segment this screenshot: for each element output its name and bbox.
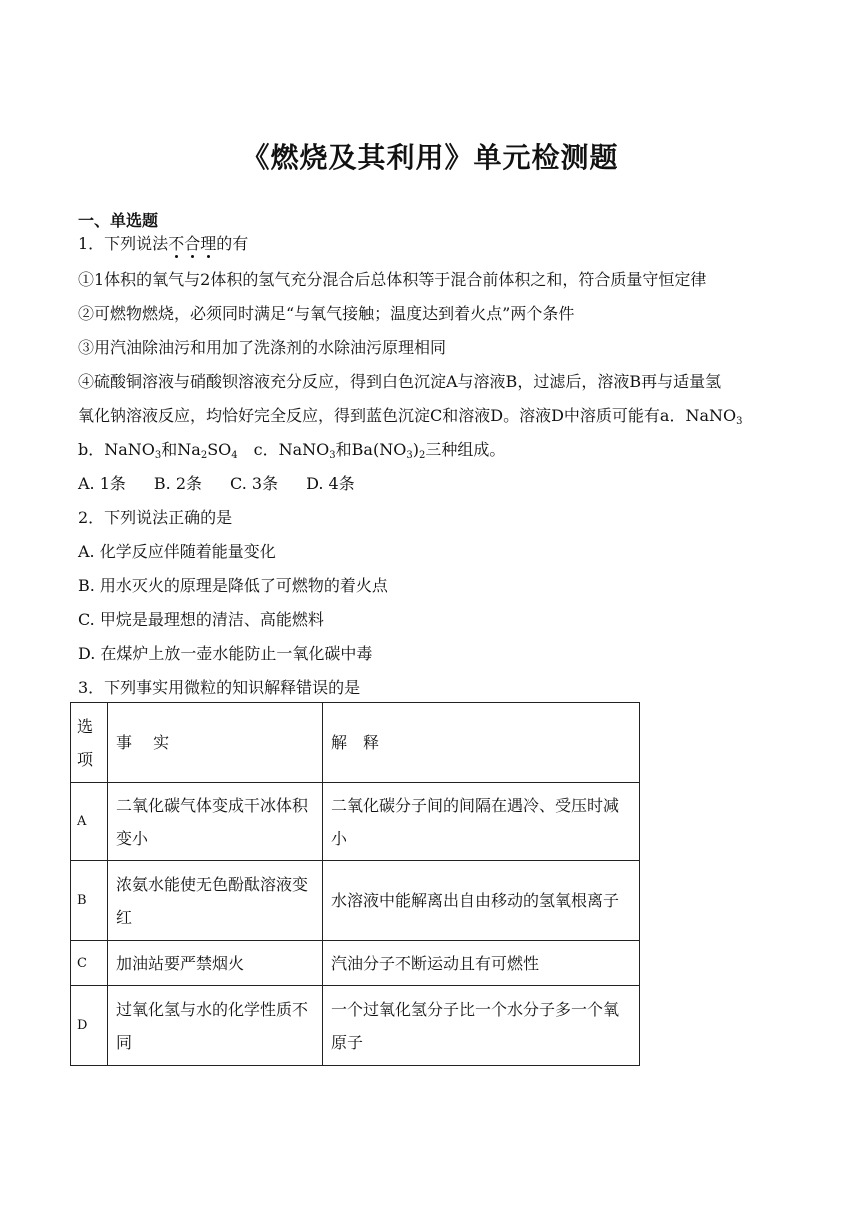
option-c[interactable]: C. 甲烷是最理想的清洁、高能燃料 bbox=[78, 610, 324, 629]
table-cell: 水溶液中能解离出自由移动的氢氧根离子 bbox=[323, 861, 640, 941]
q1-statement-4-line-1: ④硫酸铜溶液与硝酸钡溶液充分反应，得到白色沉淀A与溶液B，过滤后，溶液B再与适量氢 bbox=[78, 372, 722, 391]
table-row bbox=[71, 941, 640, 986]
emphasis-dot-char: 合 bbox=[184, 234, 201, 253]
table-cell: B bbox=[71, 861, 108, 941]
table-row bbox=[71, 861, 640, 941]
q1-statement-3: ③用汽油除油污和用加了洗涤剂的水除油污原理相同 bbox=[78, 338, 447, 357]
table-cell: 一个过氧化氢分子比一个水分子多一个氧原子 bbox=[323, 986, 640, 1066]
table-row bbox=[71, 783, 640, 861]
option-a[interactable]: A. 化学反应伴随着能量变化 bbox=[78, 542, 276, 561]
emphasis-dot-char: 不 bbox=[168, 234, 185, 253]
page-title: 《燃烧及其利用》单元检测题 bbox=[241, 141, 619, 174]
q1-options bbox=[78, 474, 383, 494]
q1-stem-post: 的有 bbox=[216, 234, 249, 253]
header-cell: 事 实 bbox=[108, 703, 323, 783]
question-1-stem bbox=[78, 234, 248, 254]
option-a[interactable]: A. 1条 bbox=[78, 474, 126, 493]
table-cell: C bbox=[71, 941, 108, 986]
section-heading: 一、单选题 bbox=[78, 211, 159, 230]
table-cell: 二氧化碳分子间的间隔在遇冷、受压时减小 bbox=[323, 783, 640, 861]
option-d[interactable]: D. 4条 bbox=[306, 474, 355, 493]
q1-stem-pre: 1．下列说法 bbox=[78, 234, 169, 253]
table-cell: 过氧化氢与水的化学性质不同 bbox=[108, 986, 323, 1066]
header-cell: 选项 bbox=[71, 703, 108, 783]
option-d[interactable]: D. 在煤炉上放一壶水能防止一氧化碳中毒 bbox=[78, 644, 373, 663]
table-cell: 汽油分子不断运动且有可燃性 bbox=[323, 941, 640, 986]
table-cell: 加油站要严禁烟火 bbox=[108, 941, 323, 986]
q1-statement-4-line-2: 氧化钠溶液反应，均恰好完全反应，得到蓝色沉淀C和溶液D。溶液D中溶质可能有a．NaNO$_3$ bbox=[78, 406, 743, 427]
option-b[interactable]: B. 用水灭火的原理是降低了可燃物的着火点 bbox=[78, 576, 388, 595]
table-cell: 浓氨水能使无色酚酞溶液变红 bbox=[108, 861, 323, 941]
table-cell: D bbox=[71, 986, 108, 1066]
q3-table bbox=[70, 702, 640, 1066]
table-row bbox=[71, 986, 640, 1066]
table-header-row bbox=[71, 703, 640, 783]
table-cell: A bbox=[71, 783, 108, 861]
q1-statement-4-line-3: b．NaNO$_3$和$Na_2SO_4$ c．NaNO$_3$和$Ba(NO_3)_2$三种组成。 bbox=[78, 440, 506, 461]
q1-statement-2: ②可燃物燃烧，必须同时满足“与氧气接触；温度达到着火点”两个条件 bbox=[78, 304, 575, 323]
q1-statement-1: ①1体积的氧气与2体积的氢气充分混合后总体积等于混合前体积之和，符合质量守恒定律 bbox=[78, 270, 707, 289]
header-cell: 解 释 bbox=[323, 703, 640, 783]
option-c[interactable]: C. 3条 bbox=[230, 474, 279, 493]
option-b[interactable]: B. 2条 bbox=[153, 474, 203, 493]
table-cell: 二氧化碳气体变成干冰体积变小 bbox=[108, 783, 323, 861]
question-3-stem: 3．下列事实用微粒的知识解释错误的是 bbox=[78, 678, 361, 697]
question-2-stem: 2．下列说法正确的是 bbox=[78, 508, 233, 527]
emphasis-dot-char: 理 bbox=[200, 234, 217, 253]
